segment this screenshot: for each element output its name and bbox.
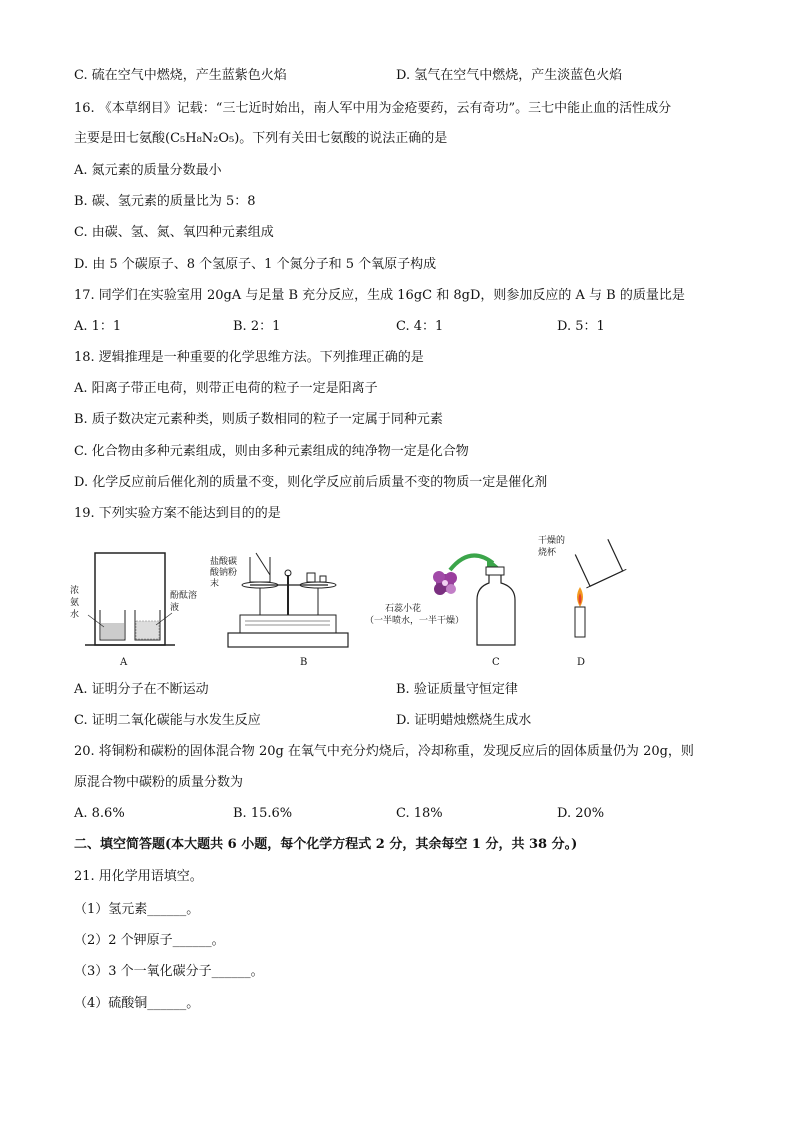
figure-d-tag: D xyxy=(577,657,586,668)
q20-option-a: A. 8.6% xyxy=(74,806,125,821)
figure-b-tag: B xyxy=(300,657,308,668)
q16-option-c: C. 由碳、氢、氮、氧四种元素组成 xyxy=(74,225,274,240)
q16-stem-line2: 主要是田七氨酸(C₅H₈N₂O₅)。下列有关田七氨酸的说法正确的是 xyxy=(74,131,448,146)
label-phenolphthalein: 酚酞溶液 xyxy=(170,591,198,613)
label-hydrochloric-acid-sodium-carbonate: 盐酸碳酸钠粉末 xyxy=(210,557,238,589)
q20-stem-line2: 原混合物中碳粉的质量分数为 xyxy=(74,775,244,790)
label-litmus-flower: 石蕊小花 xyxy=(385,604,422,614)
q19-stem: 19. 下列实验方案不能达到目的的是 xyxy=(74,506,281,521)
q20-option-b: B. 15.6% xyxy=(233,806,293,821)
bell-jar-diagram xyxy=(70,545,180,670)
figure-c-tag: C xyxy=(492,657,500,668)
q18-option-b: B. 质子数决定元素种类，则质子数相同的粒子一定属于同种元素 xyxy=(74,412,443,427)
q19-option-d: D. 证明蜡烛燃烧生成水 xyxy=(396,713,532,728)
q21-item-3: （3）3 个一氧化碳分子______。 xyxy=(74,964,264,979)
q20-option-c: C. 18% xyxy=(396,806,443,821)
q21-item-2: （2）2 个钾原子______。 xyxy=(74,933,225,948)
q17-option-d: D. 5：1 xyxy=(557,319,605,334)
figure-a-tag: A xyxy=(120,657,128,668)
q20-stem-line1: 20. 将铜粉和碳粉的固体混合物 20g 在氧气中充分灼烧后，冷却称重，发现反应后的固体质量仍为 20g，则 xyxy=(74,744,694,759)
q18-stem: 18. 逻辑推理是一种重要的化学思维方法。下列推理正确的是 xyxy=(74,350,424,365)
q21-item-1: （1）氢元素______。 xyxy=(74,902,200,917)
q16-stem-line1: 16. 《本草纲目》记载：“三七近时始出，南人军中用为金疮要药，云有奇功”。三七中能止血的活性成分 xyxy=(74,101,672,116)
q19-option-b: B. 验证质量守恒定律 xyxy=(396,682,518,697)
q21-item-4: （4）硫酸铜______。 xyxy=(74,996,200,1011)
q16-option-d: D. 由 5 个碳原子、8 个氢原子、1 个氮分子和 5 个氧原子构成 xyxy=(74,257,437,272)
label-half-sprayed-half-dry: （一半喷水，一半干燥） xyxy=(365,616,465,626)
q18-option-a: A. 阳离子带正电荷，则带正电荷的粒子一定是阳离子 xyxy=(74,381,378,396)
q16-option-b: B. 碳、氢元素的质量比为 5：8 xyxy=(74,194,256,209)
q19-option-c: C. 证明二氧化碳能与水发生反应 xyxy=(74,713,261,728)
q20-option-d: D. 20% xyxy=(557,806,605,821)
q21-stem: 21. 用化学用语填空。 xyxy=(74,869,203,884)
litmus-flower-bottle-diagram xyxy=(365,545,530,655)
figure-b xyxy=(200,545,365,670)
label-dry-beaker: 干燥的烧杯 xyxy=(538,536,566,558)
figure-a xyxy=(70,545,198,670)
q16-option-a: A. 氮元素的质量分数最小 xyxy=(74,163,222,178)
q18-option-c: C. 化合物由多种元素组成，则由多种元素组成的纯净物一定是化合物 xyxy=(74,444,469,459)
q18-option-d: D. 化学反应前后催化剂的质量不变，则化学反应前后质量不变的物质一定是催化剂 xyxy=(74,475,548,490)
figure-c xyxy=(365,545,530,670)
q17-option-b: B. 2：1 xyxy=(233,319,281,334)
figure-d xyxy=(530,535,630,670)
q15-option-c: C. 硫在空气中燃烧，产生蓝紫色火焰 xyxy=(74,68,287,83)
q17-option-a: A. 1：1 xyxy=(74,319,122,334)
q17-option-c: C. 4：1 xyxy=(396,319,444,334)
q15-option-d: D. 氢气在空气中燃烧，产生淡蓝色火焰 xyxy=(396,68,623,83)
q19-option-a: A. 证明分子在不断运动 xyxy=(74,682,209,697)
label-concentrated-ammonia: 浓氨水 xyxy=(70,586,80,620)
section-2-heading: 二、填空简答题(本大题共 6 小题，每个化学方程式 2 分，其余每空 1 分，共 38 分。) xyxy=(74,837,578,852)
q17-stem: 17. 同学们在实验室用 20gA 与足量 B 充分反应，生成 16gC 和 8gD，则参加反应的 A 与 B 的质量比是 xyxy=(74,288,685,303)
